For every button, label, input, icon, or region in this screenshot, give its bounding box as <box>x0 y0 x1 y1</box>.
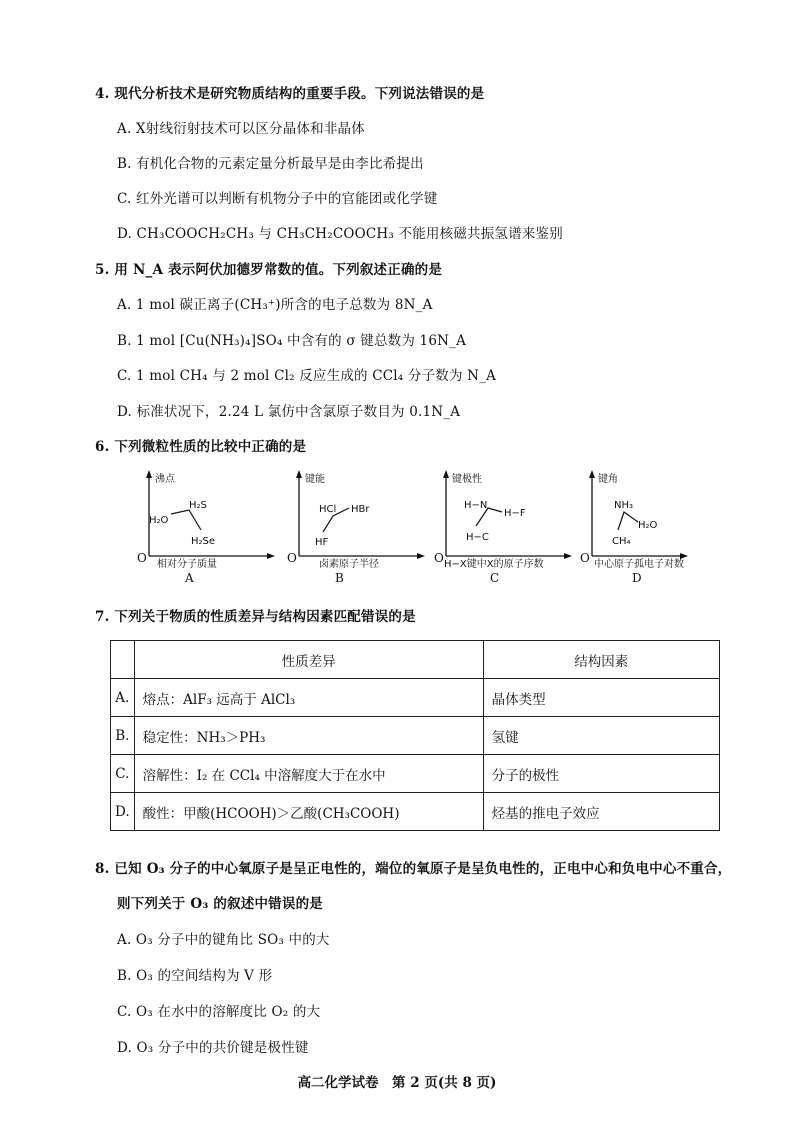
graph-b-point-2: HCl <box>319 504 337 515</box>
graph-a-point-2: H₂S <box>189 500 207 511</box>
graph-a-point-3: H₂Se <box>191 536 216 547</box>
y-axis-arrow <box>443 470 449 478</box>
q8-option-b: B. O₃ 的空间结构为 V 形 <box>117 968 273 984</box>
table-cell: 溶解性：I₂ 在 CCl₄ 中溶解度大于在水中 <box>134 755 483 793</box>
graph-d-letter: D <box>632 571 642 585</box>
graph-a-curve <box>171 510 201 530</box>
table-row <box>111 679 720 717</box>
q8-option-c: C. O₃ 在水中的溶解度比 O₂ 的大 <box>117 1004 321 1020</box>
table-row <box>111 793 720 831</box>
table-header-row <box>111 641 720 679</box>
table-cell: 烃基的推电子效应 <box>483 793 719 831</box>
table-header-cell: 结构因素 <box>483 641 719 679</box>
table-cell: B. <box>111 717 135 755</box>
q6-graph-c <box>432 468 572 586</box>
graph-a-xlabel: 相对分子质量 <box>157 559 217 570</box>
table-row <box>111 755 720 793</box>
graph-c-point-3: H−F <box>504 508 526 519</box>
graph-b-letter: B <box>335 571 344 585</box>
x-axis-arrow <box>417 553 425 559</box>
graph-a-origin: O <box>137 551 147 565</box>
graph-a-letter: A <box>185 571 194 585</box>
y-axis-arrow <box>589 470 595 478</box>
graph-d-ylabel: 键角 <box>598 474 618 485</box>
graph-b-ylabel: 键能 <box>305 474 325 485</box>
table-header-cell: 性质差异 <box>134 641 483 679</box>
q4-option-b: B. 有机化合物的元素定量分析最早是由李比希提出 <box>117 156 424 172</box>
x-axis-arrow <box>564 553 572 559</box>
q8-stem-line1: 8. 已知 O₃ 分子的中心氧原子是呈正电性的，端位的氧原子是呈负电性的，正电中心和负电中心不重合， <box>95 861 732 877</box>
q7-stem: 7. 下列关于物质的性质差异与结构因素匹配错误的是 <box>95 609 416 625</box>
q4-option-a: A. X射线衍射技术可以区分晶体和非晶体 <box>117 121 365 137</box>
table-cell: 氢键 <box>483 717 719 755</box>
graph-c-origin: O <box>434 551 444 565</box>
q5-stem: 5. 用 N_A 表示阿伏加德罗常数的值。下列叙述正确的是 <box>95 262 443 278</box>
q6-stem: 6. 下列微粒性质的比较中正确的是 <box>95 439 307 455</box>
q6-graph-a <box>135 468 275 586</box>
q5-option-a: A. 1 mol 碳正离子(CH₃⁺)所含的电子总数为 8N_A <box>117 297 433 313</box>
q6-graph-b <box>285 468 425 586</box>
y-axis-arrow <box>296 470 302 478</box>
graph-d-xlabel: 中心原子孤电子对数 <box>594 559 684 570</box>
q7-table <box>110 640 720 831</box>
graph-d-origin: O <box>580 551 590 565</box>
graph-c-letter: C <box>490 571 500 585</box>
q5-option-d: D. 标准状况下，2.24 L 氯仿中含氯原子数目为 0.1N_A <box>117 404 461 420</box>
graph-b-point-1: HF <box>315 537 329 548</box>
graph-b-point-3: HBr <box>351 504 370 515</box>
q5-option-b: B. 1 mol [Cu(NH₃)₄]SO₄ 中含有的 σ 键总数为 16N_A <box>117 333 467 349</box>
x-axis-arrow <box>267 553 275 559</box>
y-axis-arrow <box>146 470 152 478</box>
q6-graph-d <box>578 468 718 586</box>
table-cell: 稳定性：NH₃＞PH₃ <box>134 717 483 755</box>
graph-d-curve <box>618 512 638 530</box>
graph-b-origin: O <box>287 551 297 565</box>
q4-stem: 4. 现代分析技术是研究物质结构的重要手段。下列说法错误的是 <box>95 86 485 102</box>
table-cell: 酸性：甲酸(HCOOH)＞乙酸(CH₃COOH) <box>134 793 483 831</box>
graph-d-point-3: H₂O <box>638 520 658 531</box>
table-cell: C. <box>111 755 135 793</box>
graph-c-ylabel: 键极性 <box>452 474 482 485</box>
table-cell: 熔点：AlF₃ 远高于 AlCl₃ <box>134 679 483 717</box>
table-cell: 晶体类型 <box>483 679 719 717</box>
q4-option-d: D. CH₃COOCH₂CH₃ 与 CH₃CH₂COOCH₃ 不能用核磁共振氢谱来鉴别 <box>117 226 563 242</box>
q4-option-c: C. 红外光谱可以判断有机物分子中的官能团或化学键 <box>117 191 438 207</box>
table-cell: D. <box>111 793 135 831</box>
graph-d-point-2: NH₃ <box>614 500 634 511</box>
graph-c-point-1: H−C <box>466 532 489 543</box>
graph-d-point-1: CH₄ <box>612 536 631 547</box>
q5-option-c: C. 1 mol CH₄ 与 2 mol Cl₂ 反应生成的 CCl₄ 分子数为 N_A <box>117 368 497 384</box>
graph-b-xlabel: 卤素原子半径 <box>319 559 379 570</box>
table-cell: A. <box>111 679 135 717</box>
graph-a-ylabel: 沸点 <box>155 474 175 485</box>
graph-a-point-1: H₂O <box>149 515 169 526</box>
q8-option-d: D. O₃ 分子中的共价键是极性键 <box>117 1040 309 1056</box>
graph-c-xlabel: H−X键中X的原子序数 <box>444 559 544 570</box>
table-row <box>111 717 720 755</box>
table-header-cell <box>111 641 135 679</box>
page-footer: 高二化学试卷 第 2 页(共 8 页) <box>297 1075 497 1091</box>
q8-option-a: A. O₃ 分子中的键角比 SO₃ 中的大 <box>117 932 330 948</box>
graph-c-point-2: H−N <box>464 500 488 511</box>
q8-stem-line2: 则下列关于 O₃ 的叙述中错误的是 <box>117 896 323 912</box>
table-cell: 分子的极性 <box>483 755 719 793</box>
